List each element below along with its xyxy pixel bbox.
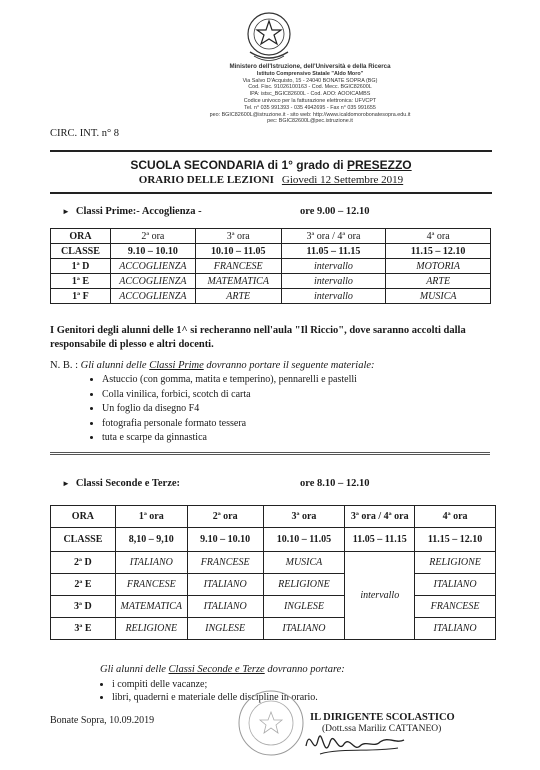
subject-cell: ITALIANO [415, 574, 496, 596]
materials-list [90, 373, 357, 446]
subject-cell: intervallo [281, 274, 386, 289]
subject-cell: ACCOGLIENZA [110, 274, 195, 289]
header-line: peo: BGIC82600L@istruzione.it - sito web: http://www.icaldomorobonatesopra.edu.it [209, 111, 411, 118]
subject-cell: RELIGIONE [115, 618, 187, 640]
header-line: IPA: istsc_BGIC82600L - Cod. AOO: AOOICAMBS [249, 91, 371, 98]
header-cell: 4ª ora [415, 506, 496, 528]
subject-cell: intervallo [281, 289, 386, 304]
parents-note: I Genitori degli alunni delle 1^ si recheranno nell'aula "Il Riccio", dove saranno accolti dalla responsabile di plesso e altri docenti. [50, 325, 466, 350]
subtitle [50, 174, 492, 186]
list-item: • tuta e scarpe da ginnastica [102, 431, 357, 446]
homework-classes: Classi Seconde e Terze [168, 664, 265, 675]
time-cell: CLASSE [51, 528, 116, 552]
section-divider [50, 452, 490, 455]
nb-text: Gli alunni delle [80, 360, 150, 371]
nb-text: dovranno portare il seguente materiale: [203, 360, 375, 371]
table-row [51, 596, 496, 618]
time-cell: 9.10 – 10.10 [110, 244, 195, 259]
section-prime-heading [62, 206, 202, 217]
subject-cell: ITALIANO [187, 574, 263, 596]
institution-header [150, 64, 470, 125]
subject-cell: ITALIANO [263, 618, 345, 640]
table-times-row [51, 244, 491, 259]
time-cell: 11.15 – 12.10 [386, 244, 491, 259]
time-cell: 10.10 – 11.05 [195, 244, 281, 259]
italian-republic-emblem-icon [244, 8, 294, 66]
section-label: Classi Prime:- Accoglienza - [75, 206, 202, 217]
time-cell: 10.10 – 11.05 [263, 528, 345, 552]
list-item: • Un foglio da disegno F4 [102, 402, 357, 417]
header-line: pec: BGIC82600L@pec.istruzione.it [267, 118, 353, 125]
time-cell: 9.10 – 10.10 [187, 528, 263, 552]
list-item: • Colla vinilica, forbici, scotch di carta [102, 388, 357, 403]
table-row [51, 618, 496, 640]
header-line: Ministero dell'Istruzione, dell'Università e della Ricerca [229, 63, 391, 70]
schedule-table-prime [50, 228, 491, 304]
subject-cell: ACCOGLIENZA [110, 259, 195, 274]
subject-cell: RELIGIONE [415, 552, 496, 574]
header-line: Codice univoco per la fatturazione elettronica: UFVCPT [243, 97, 377, 104]
table-header-row [51, 506, 496, 528]
class-cell: 3ª D [51, 596, 116, 618]
header-cell: 1ª ora [115, 506, 187, 528]
header-line: Istituto Comprensivo Statale "Aldo Moro" [256, 70, 364, 77]
list-item: • libri, quaderni e materiale delle discipline in orario. [112, 691, 318, 704]
class-cell: 1ª F [51, 289, 111, 304]
nb-classes: Classi Prime [149, 360, 204, 371]
homework-text: dovranno portare: [264, 664, 345, 675]
subject-cell: ARTE [195, 289, 281, 304]
header-cell: ORA [51, 506, 116, 528]
circular-number: CIRC. INT. n° 8 [50, 128, 120, 139]
subject-cell: MUSICA [386, 289, 491, 304]
table-times-row [51, 528, 496, 552]
subject-cell: FRANCESE [415, 596, 496, 618]
subject-cell: ITALIANO [187, 596, 263, 618]
school-stamp-icon [236, 688, 306, 758]
triangle-bullet-icon: ► [62, 479, 70, 488]
subject-cell: INGLESE [187, 618, 263, 640]
subject-cell: MOTORIA [386, 259, 491, 274]
list-item: • Astuccio (con gomma, matita e temperino), pennarelli e pastelli [102, 373, 357, 388]
header-cell: ORA [51, 229, 111, 244]
interval-cell: intervallo [345, 552, 415, 640]
time-cell: CLASSE [51, 244, 111, 259]
handwritten-signature [300, 718, 410, 764]
title-prefix: SCUOLA SECONDARIA di 1° grado di [130, 158, 347, 172]
subject-cell: MATEMATICA [195, 274, 281, 289]
schedule-table-seconde-terze [50, 505, 496, 640]
subject-cell: RELIGIONE [263, 574, 345, 596]
lesson-date: Giovedì 12 Settembre 2019 [281, 174, 404, 186]
header-line: Tel. n° 035 991393 - 035 4942695 - Fax n° 035 991655 [244, 104, 376, 111]
header-cell: 3ª ora / 4ª ora [345, 506, 415, 528]
table-row [51, 289, 491, 304]
table-row [51, 574, 496, 596]
section-seconde-time: ore 8.10 – 12.10 [300, 478, 370, 489]
place-date: Bonate Sopra, 10.09.2019 [50, 715, 155, 726]
subject-cell: FRANCESE [115, 574, 187, 596]
class-cell: 2ª D [51, 552, 116, 574]
title-box [50, 150, 492, 194]
nb-prefix: N. B. : [50, 360, 81, 371]
subject-cell: ITALIANO [115, 552, 187, 574]
class-cell: 2ª E [51, 574, 116, 596]
homework-intro [100, 664, 345, 675]
header-line: Cod. Fisc. 91026100163 - Cod. Mecc. BGIC82600L [248, 84, 372, 91]
triangle-bullet-icon: ► [62, 207, 70, 216]
section-label: Classi Seconde e Terze: [75, 478, 181, 489]
title-place: PRESEZZO [346, 158, 412, 172]
subject-cell: intervallo [281, 259, 386, 274]
signer-name: (Dott.ssa Mariliz CATTANEO) [322, 724, 442, 734]
subject-cell: MATEMATICA [115, 596, 187, 618]
header-cell: 3ª ora / 4ª ora [281, 229, 386, 244]
class-cell: 1ª D [51, 259, 111, 274]
table-row [51, 274, 491, 289]
table-header-row [51, 229, 491, 244]
subject-cell: ITALIANO [415, 618, 496, 640]
list-item: • i compiti delle vacanze; [112, 678, 318, 691]
header-cell: 4ª ora [386, 229, 491, 244]
subject-cell: ARTE [386, 274, 491, 289]
time-cell: 11.15 – 12.10 [415, 528, 496, 552]
section-prime-time: ore 9.00 – 12.10 [300, 206, 370, 217]
subject-cell: FRANCESE [195, 259, 281, 274]
subject-cell: INGLESE [263, 596, 345, 618]
header-cell: 2ª ora [110, 229, 195, 244]
table-row [51, 259, 491, 274]
subject-cell: ACCOGLIENZA [110, 289, 195, 304]
time-cell: 8,10 – 9,10 [115, 528, 187, 552]
signer-role: IL DIRIGENTE SCOLASTICO [310, 712, 455, 723]
materials-intro [50, 360, 375, 371]
subject-cell: MUSICA [263, 552, 345, 574]
table-row [51, 552, 496, 574]
header-cell: 2ª ora [187, 506, 263, 528]
list-item: • fotografia personale formato tessera [102, 417, 357, 432]
time-cell: 11.05 – 11.15 [281, 244, 386, 259]
subtitle-label: ORARIO DELLE LEZIONI [138, 174, 274, 186]
time-cell: 11.05 – 11.15 [345, 528, 415, 552]
subject-cell: FRANCESE [187, 552, 263, 574]
class-cell: 3ª E [51, 618, 116, 640]
homework-text: Gli alunni delle [100, 664, 169, 675]
header-line: Via Salvo D'Acquisto, 15 - 24040 BONATE SOPRA (BG) [242, 77, 378, 84]
header-cell: 3ª ora [195, 229, 281, 244]
section-seconde-heading [62, 478, 180, 489]
class-cell: 1ª E [51, 274, 111, 289]
page-title [50, 158, 492, 172]
header-cell: 3ª ora [263, 506, 345, 528]
